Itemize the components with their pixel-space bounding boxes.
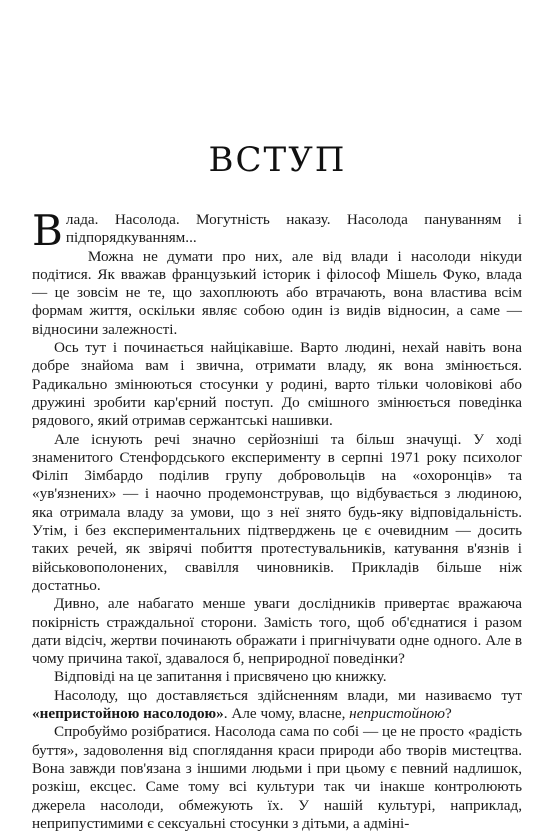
paragraph-1-text: лада. Насолода. Могутність наказу. Насолода пануванням і підпорядкуванням... [65, 211, 522, 247]
paragraph-5: Дивно, але набагато менше уваги дослідників привертає вражаюча покірність страждальної сторони. Замість того, щоб об'єднатися і разом дати відсіч, жертви починають ображати і пригнічувати одне одного. Але в чому причина такої, здавалося б, неприродної поведінки? [32, 595, 522, 668]
chapter-body [32, 206, 522, 833]
paragraph-8: Спробуймо розібратися. Насолода сама по собі — це не просто «радість буття», задоволення від споглядання краси природи або творів мистецтва. Вона завжди пов'язана з іншими людьми і при цьому є певний надлишок, розкіш, ексцес. Саме тому всі культури так чи інакше контролюють джерела насолоди, обмежують їх. У нашій культурі, наприклад, неприпустимими є сексуальні стосунки з дітьми, а адміні- [32, 723, 522, 832]
paragraph-7 [32, 687, 522, 724]
paragraph-7-start: Насолоду, що доставляється здійсненням влади, ми називаємо тут [54, 686, 522, 704]
paragraph-7-bold-term: «непристойною насолодою» [32, 705, 224, 723]
paragraph-7-end: ? [444, 705, 452, 723]
chapter-title: ВСТУП [208, 140, 347, 180]
paragraph-2: Можна не думати про них, але від влади і насолоди нікуди подітися. Як вважав французький історик і філософ Мішель Фуко, влада — це зовсім не те, що захоплюють або втрачають, вона властива всім формам життя, оскільки являє собою один із видів відносин, а саме — відносини залежності. [32, 247, 522, 338]
paragraph-1 [32, 206, 522, 255]
paragraph-7-mid: . Але чому, власне, [223, 705, 350, 723]
paragraph-7-italic-term: непристойною [349, 705, 445, 723]
paragraph-3: Ось тут і починається найцікавіше. Варто людині, нехай навіть вона добре знайома вам і звична, отримати владу, як вона змінюється. Радикально змінюються стосунки у родині, варто тільки чоловікові або дружині зробити кар'єрний поступ. До смішного змінюється поведінка рядового, який отримав сержантські нашивки. [32, 339, 522, 430]
drop-cap: В [32, 206, 63, 255]
paragraph-4: Але існують речі значно серйозніші та більш значущі. У ході знаменитого Стенфордського експерименту в серпні 1971 року психолог Філіп Зімбардо поділив групу добровольців на «охоронців» та «ув'язнених» — і наочно продемонстрував, що відбувається з людиною, яка отримала владу за умови, що з неї знято будь-яку відповідальність. Утім, і без експериментальних підтверджень це є очевидним — досить таких речей, як звірячі побиття протестувальників, катування в'язнів і військовополонених, свавілля чиновників. Прикладів більше ніж достатньо. [32, 430, 522, 594]
paragraph-6: Відповіді на це запитання і присвячено цю книжку. [54, 668, 387, 686]
